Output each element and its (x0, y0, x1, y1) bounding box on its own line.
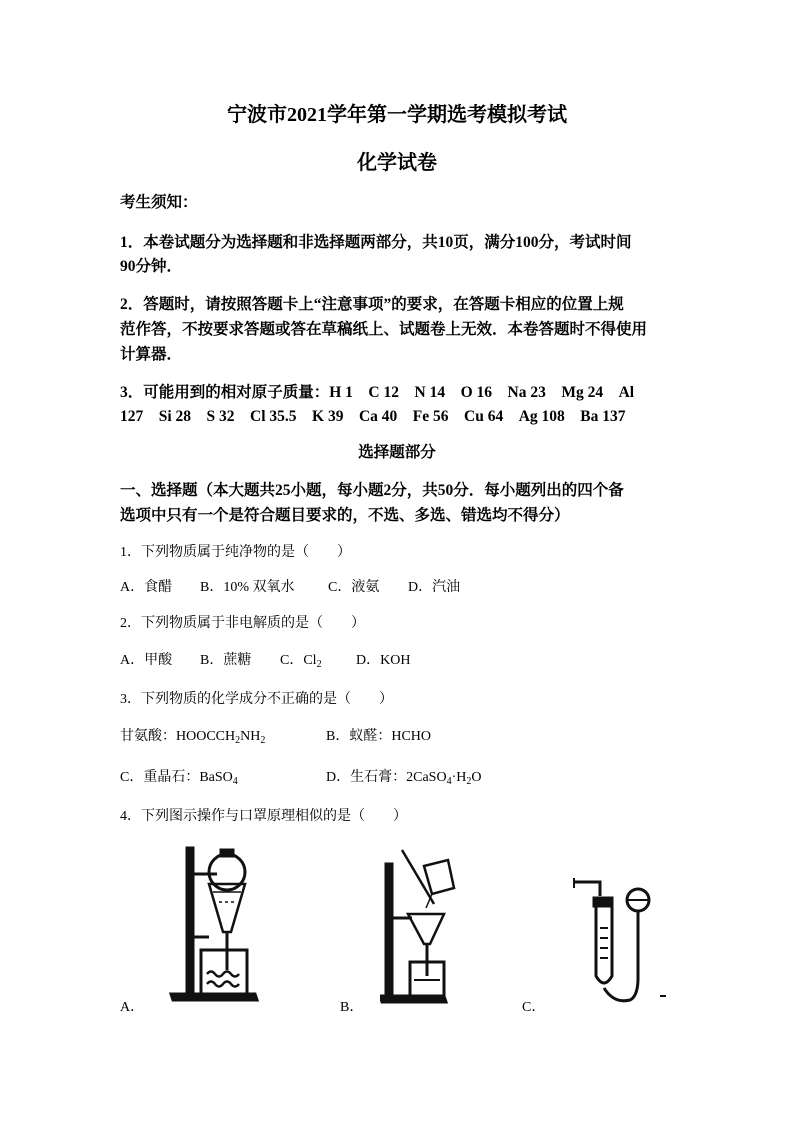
question-3-option-d[interactable] (326, 766, 481, 787)
question-1-options (120, 576, 460, 596)
question-3-option-c[interactable] (120, 766, 326, 787)
question-3-option-a-sub-1: 2 (235, 735, 241, 746)
question-2-option-b[interactable]: B．蔗糖 (200, 653, 252, 668)
figure-c-u-tube[interactable] (570, 878, 670, 1008)
question-3-option-d-text-3: O (471, 770, 482, 785)
question-3-option-c-sub: 4 (232, 776, 238, 787)
question-2-option-d[interactable]: D．KOH (356, 653, 411, 668)
notice-item-1-line-1: 1．本卷试题分为选择题和非选择题两部分，共10页，满分100分，考试时间 (120, 234, 632, 251)
exam-title: 宁波市2021学年第一学期选考模拟考试 (227, 104, 567, 126)
question-4-stem: 4．下列图示操作与口罩原理相似的是（ ） (120, 809, 407, 824)
question-3-option-d-text-1: D．生石膏：2CaSO (326, 770, 447, 785)
notice-item-2-line-3: 计算器． (120, 346, 183, 363)
question-3-option-a-sub-2: 2 (260, 735, 266, 746)
question-3-option-d-sub-2: 2 (466, 776, 472, 787)
question-2-stem: 2．下列物质属于非电解质的是（ ） (120, 616, 365, 631)
question-2-option-c-text: C．Cl (280, 653, 317, 668)
question-3-option-a-text-2: NH (240, 729, 261, 744)
question-3-options-row-1 (120, 725, 431, 746)
question-1-option-c[interactable]: C．液氨 (328, 580, 380, 595)
part-instruction-line-1: 一、选择题（本大题共25小题，每小题2分，共50分．每小题列出的四个备 (120, 482, 624, 499)
notice-item-1-line-2: 90分钟． (120, 258, 183, 275)
question-2-option-a[interactable]: A．甲酸 (120, 653, 173, 668)
question-3-option-a[interactable] (120, 725, 326, 746)
notice-item-3-line-2: 127 Si 28 S 32 Cl 35.5 K 39 Ca 40 Fe 56 Cu 64 Ag 108 Ba 137 (120, 408, 626, 425)
question-3-option-d-sub-1: 4 (446, 776, 452, 787)
notice-item-2-line-1: 2．答题时，请按照答题卡上“注意事项”的要求，在答题卡相应的位置上规 (120, 296, 624, 313)
figure-a-separatory-funnel[interactable] (165, 842, 275, 1004)
question-3-options-row-2 (120, 766, 481, 787)
figure-c-label: C． (522, 1000, 546, 1015)
figure-b-label: B． (340, 1000, 364, 1015)
figure-b-filtration[interactable] (380, 848, 470, 1004)
question-2-option-c[interactable] (280, 649, 356, 670)
exam-subtitle: 化学试卷 (357, 152, 437, 174)
section-title: 选择题部分 (358, 444, 436, 461)
question-2-options (120, 649, 410, 670)
question-1-option-a[interactable]: A．食醋 (120, 580, 173, 595)
question-3-option-d-text-2: ·H (451, 770, 467, 785)
question-1-stem: 1．下列物质属于纯净物的是（ ） (120, 545, 351, 560)
question-3-option-b[interactable]: B．蚁醛：HCHO (326, 729, 432, 744)
question-2-option-c-subscript: 2 (316, 659, 322, 670)
part-instruction-line-2: 选项中只有一个是符合题目要求的，不选、多选、错选均不得分） (120, 507, 570, 524)
question-1-option-b[interactable]: B．10% 双氧水 (200, 580, 295, 595)
question-3-stem: 3．下列物质的化学成分不正确的是（ ） (120, 692, 393, 707)
figure-a-label: A． (120, 1000, 145, 1015)
question-3-option-a-text-1: 甘氨酸：HOOCCH (120, 729, 236, 744)
notice-heading: 考生须知： (120, 194, 198, 211)
question-3-option-c-text: C．重晶石：BaSO (120, 770, 233, 785)
notice-item-2-line-2: 范作答，不按要求答题或答在草稿纸上、试题卷上无效．本卷答题时不得使用 (120, 321, 648, 338)
notice-item-3-line-1: 3．可能用到的相对原子质量：H 1 C 12 N 14 O 16 Na 23 Mg 24 Al (120, 384, 635, 401)
question-1-option-d[interactable]: D．汽油 (408, 580, 461, 595)
